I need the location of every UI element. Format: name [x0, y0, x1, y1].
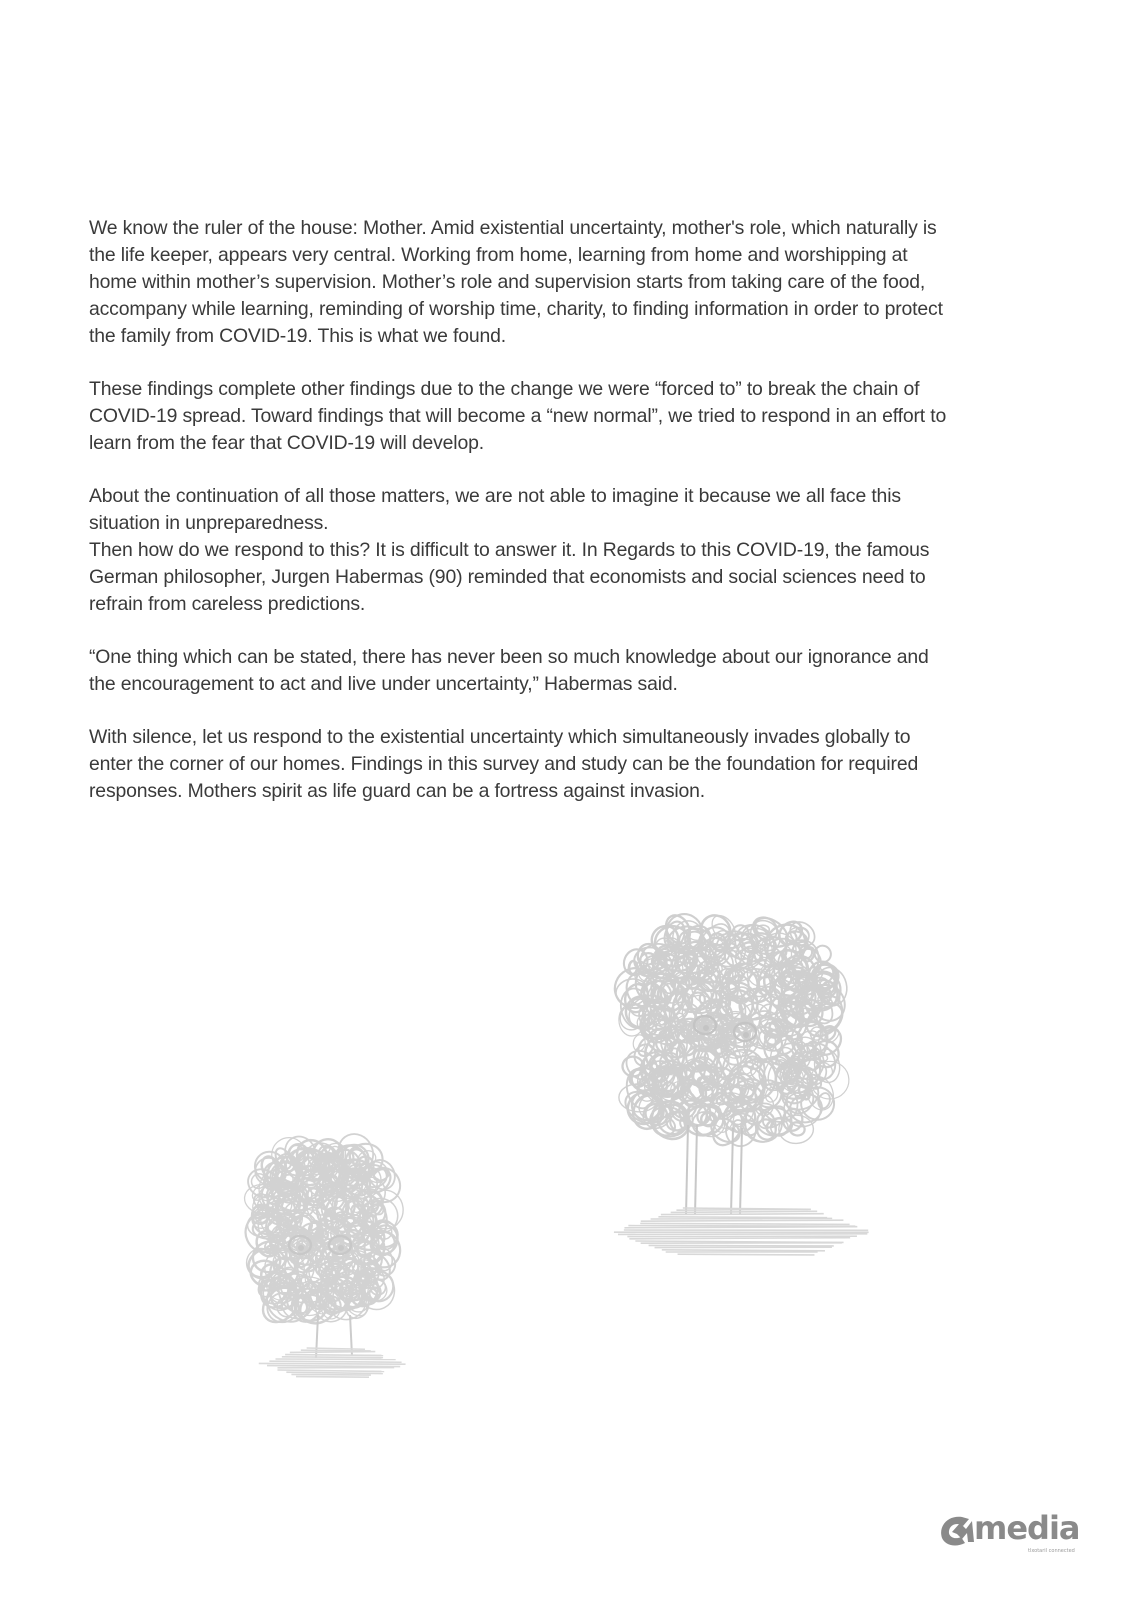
big-creature-illustration	[608, 908, 868, 1255]
small-creature-illustration	[240, 1128, 408, 1377]
logo-mark-icon	[936, 1512, 976, 1546]
paragraph-3: About the continuation of all those matters, we are not able to imagine it because we all face this situation in unpreparedness. Then how do we respond to this? It is difficult to answer it. In Regards to this COVID-19, the famous German philosopher, Jurgen Habermas (90) reminded that economists and social sciences need to refrain from careless predictions.	[89, 485, 930, 615]
paragraph-4: “One thing which can be stated, there has never been so much knowledge about our ignorance and the encouragement to act and live under uncertainty,” Habermas said.	[89, 646, 929, 695]
logo-wordmark: media	[974, 1509, 1080, 1547]
paragraph-5: With silence, let us respond to the existential uncertainty which simultaneously invades globally to enter the corner of our homes. Findings in this survey and study can be the foundation for required responses. Mothers spirit as life guard can be a fortress against invasion.	[89, 726, 919, 802]
body-text	[89, 215, 1049, 831]
media-logo	[936, 1508, 1080, 1558]
paragraph-2: These findings complete other findings due to the change we were “forced to” to break the chain of COVID-19 spread. Toward findings that will become a “new normal”, we tried to respond in an effort to learn from the fear that COVID-19 will develop.	[89, 378, 947, 454]
paragraph-1: We know the ruler of the house: Mother. Amid existential uncertainty, mother's role, which naturally is the life keeper, appears very central. Working from home, learning from home and worshipping at home within mother’s supervision. Mother’s role and supervision starts from taking care of the food, accompany while learning, reminding of worship time, charity, to finding information in order to protect the family from COVID-19. This is what we found.	[89, 217, 943, 347]
logo-tagline: tlxotaril connected	[1028, 1548, 1075, 1554]
